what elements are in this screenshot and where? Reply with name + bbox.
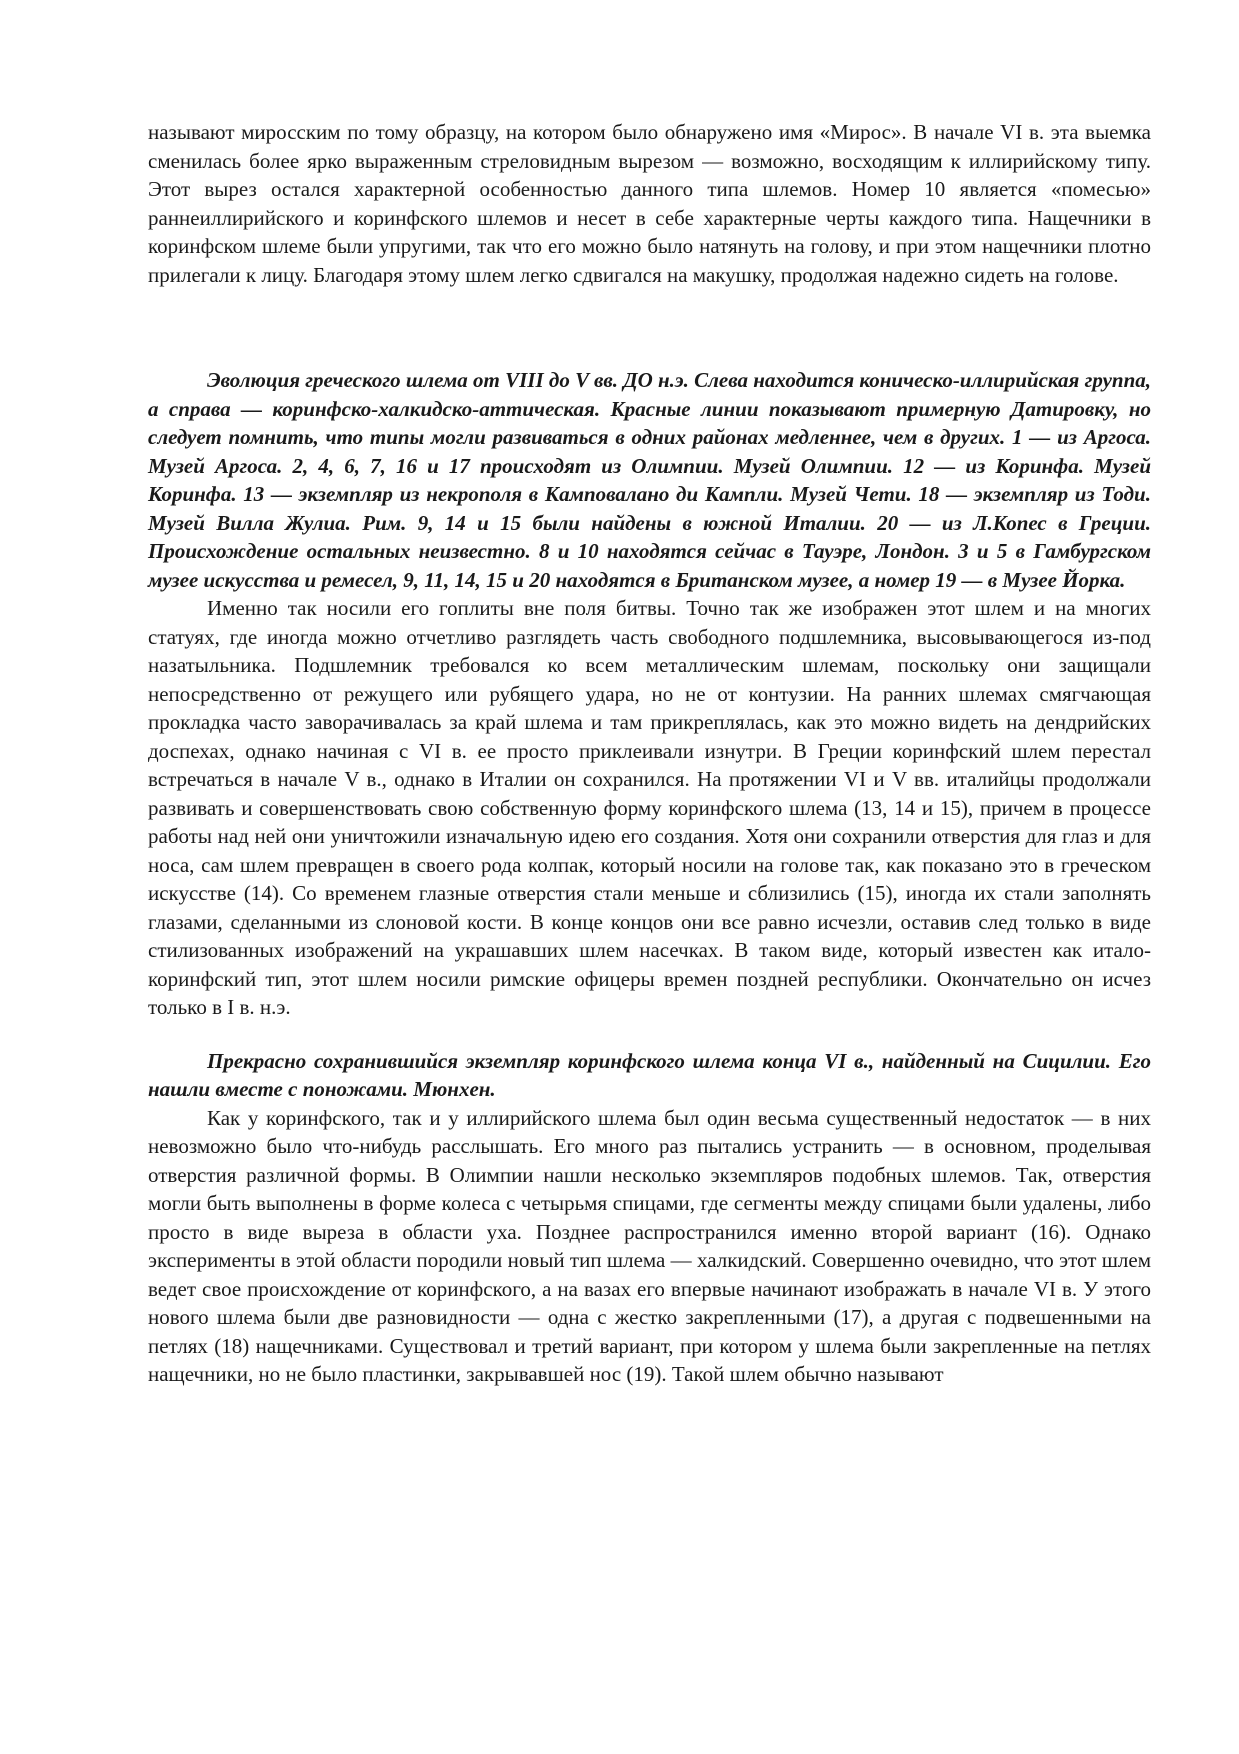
figure-caption: Эволюция греческого шлема от VIII до V вв. ДО н.э. Слева находится коническо-иллирийская группа, а справа — коринфско-халкидско-аттическая. Красные линии показывают примерную Датировку, но следует помнить, что типы могли развиваться в одних районах медленнее, чем в других. 1 — из Аргоса. Музей Аргоса. 2, 4, 6, 7, 16 и 17 происходят из Олимпии. Музей Олимпии. 12 — из Коринфа. Музей Коринфа. 13 — экземпляр из некрополя в Камповалано ди Кампли. Музей Чети. 18 — экземпляр из Тоди. Музей Вилла Жулиа. Рим. 9, 14 и 15 были найдены в южной Италии. 20 — из Л.Копес в Греции. Происхождение остальных неизвестно. 8 и 10 находятся сейчас в Тауэре, Лондон. 3 и 5 в Гамбургском музее искусства и ремесел, 9, 11, 14, 15 и 20 находятся в Британском музее, а номер 19 — в Музее Йорка. <box>148 368 1151 592</box>
figure-caption: Прекрасно сохранившийся экземпляр коринфского шлема конца VI в., найденный на Сицилии. Его нашли вместе с поножами. Мюнхен. <box>148 1048 1151 1101</box>
body-paragraph: Именно так носили его гоплиты вне поля битвы. Точно так же изображен этот шлем и на многих статуях, где иногда можно отчетливо разглядеть часть свободного подшлемника, высовывающегося из-под назатыльника. Подшлемник требовался ко всем металлическим шлемам, поскольку они защищали непосредственно от режущего или рубящего удара, но не от контузии. На ранних шлемах смягчающая прокладка часто заворачивалась за край шлема и там прикреплялась, как это можно видеть на дендрийских доспехах, однако начиная с VI в. ее просто приклеивали изнутри. В Греции коринфский шлем перестал встречаться в начале V в., однако в Италии он сохранился. На протяжении VI и V вв. италийцы продолжали развивать и совершенствовать свою собственную форму коринфского шлема (13, 14 и 15), причем в процессе работы над ней они уничтожили изначальную идею его создания. Хотя они сохранили отверстия для глаз и для носа, сам шлем превращен в своего рода колпак, который носили на голове так, как показано это в греческом искусстве (14). Со временем глазные отверстия стали меньше и сблизились (15), иногда их стали заполнять глазами, сделанными из слоновой кости. В конце концов они все равно исчезли, оставив след только в виде стилизованных изображений на украшавших шлем насечках. В таком виде, который известен как итало-коринфский тип, этот шлем носили римские офицеры времен поздней республики. Окончательно он исчез только в I в. н.э. <box>148 596 1151 1019</box>
document-page <box>148 118 1151 1389</box>
body-paragraph: называют миросским по тому образцу, на котором было обнаружено имя «Мирос». В начале VI в. эта выемка сменилась более ярко выраженным стреловидным вырезом — возможно, восходящим к иллирийскому типу. Этот вырез остался характерной особенностью данного типа шлемов. Номер 10 является «помесью» раннеиллирийского и коринфского шлемов и несет в себе характерные черты каждого типа. Нащечники в коринфском шлеме были упругими, так что его можно было натянуть на голову, и при этом нащечники плотно прилегали к лицу. Благодаря этому шлем легко сдвигался на макушку, продолжая надежно сидеть на голове. <box>148 120 1151 287</box>
body-paragraph: Как у коринфского, так и у иллирийского шлема был один весьма существенный недостаток — в них невозможно было что-нибудь расслышать. Его много раз пытались устранить — в основном, проделывая отверстия различной формы. В Олимпии нашли несколько экземпляров подобных шлемов. Так, отверстия могли быть выполнены в форме колеса с четырьмя спицами, где сегменты между спицами были удалены, либо просто в виде выреза в области уха. Позднее распространился именно второй вариант (16). Однако эксперименты в этой области породили новый тип шлема — халкидский. Совершенно очевидно, что этот шлем ведет свое происхождение от коринфского, а на вазах его впервые начинают изображать в начале VI в. У этого нового шлема были две разновидности — одна с жестко закрепленными (17), а другая с подвешенными на петлях (18) нащечниками. Существовал и третий вариант, при котором у шлема были закрепленные на петлях нащечники, но не было пластинки, закрывавшей нос (19). Такой шлем обычно называют <box>148 1105 1151 1386</box>
